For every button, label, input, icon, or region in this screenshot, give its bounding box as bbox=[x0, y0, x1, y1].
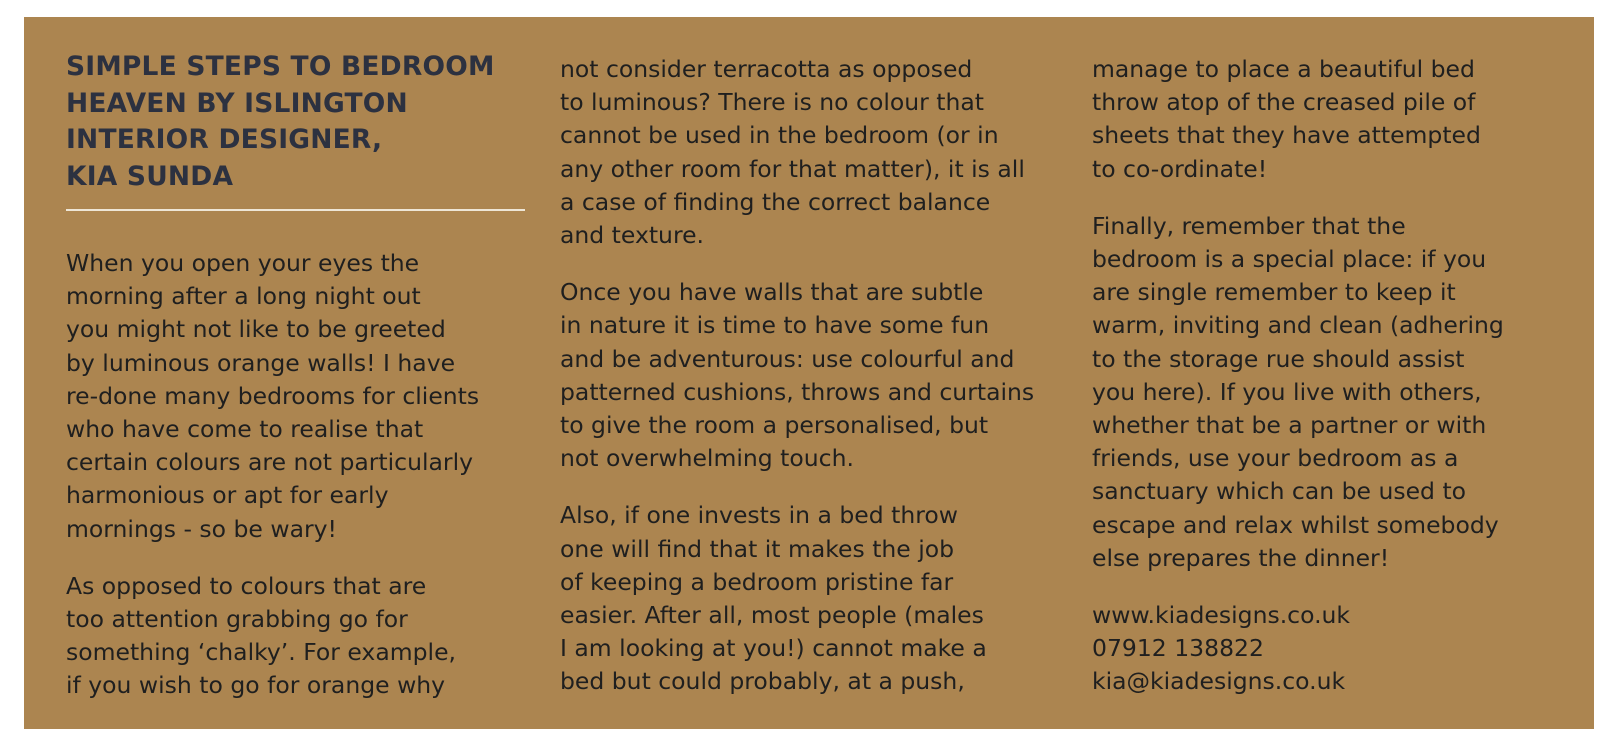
column-1 bbox=[66, 49, 546, 727]
paragraph-1: When you open your eyes the morning after a long night out you might not like to be greeted by luminous orange walls! I have re-done many bedrooms for clients who have come to realise that certain colours are not particularly harmonious or apt for early mornings - so be wary! bbox=[66, 249, 480, 543]
article-panel bbox=[24, 17, 1594, 729]
article-heading: SIMPLE STEPS TO BEDROOM HEAVEN BY ISLINGTON INTERIOR DESIGNER, KIA SUNDA bbox=[66, 51, 495, 192]
website-link[interactable]: www.kiadesigns.co.uk bbox=[1092, 601, 1351, 630]
paragraph-2: As opposed to colours that are too attention grabbing go for something ‘chalky’. For example, if you wish to go for orange why bbox=[66, 571, 456, 700]
email-link[interactable]: kia@kiadesigns.co.uk bbox=[1092, 667, 1346, 696]
paragraph-3: not consider terracotta as opposed to luminous? There is no colour that cannot be used in the bedroom (or in any other room for that matter), it is all a case of finding the correct balance and texture. bbox=[560, 55, 1025, 250]
paragraph-4: Once you have walls that are subtle in nature it is time to have some fun and be adventurous: use colourful and patterned cushions, throws and curtains to give the room a personalised, but not overwhelming touch. bbox=[560, 278, 1035, 473]
phone-number: 07912 138822 bbox=[1092, 634, 1264, 663]
paragraph-6: manage to place a beautiful bed throw atop of the creased pile of sheets that they have attempted to co-ordinate! bbox=[1092, 55, 1481, 183]
column-2 bbox=[560, 53, 1070, 723]
heading-divider bbox=[66, 209, 525, 211]
paragraph-7: Finally, remember that the bedroom is a special place: if you are single remember to keep it warm, inviting and clean (adhering to the storage rue should assist you here). If you live with others, whether that be a partner or with friends, use your bedroom as a sanctuary which can be used to escape and relax whilst somebody else prepares the dinner! bbox=[1092, 211, 1504, 572]
paragraph-5: Also, if one invests in a bed throw one will find that it makes the job of keeping a bedroom pristine far easier. After all, most people (males I am looking at you!) cannot make a bed but could probably, at a push, bbox=[560, 501, 987, 696]
column-3 bbox=[1092, 53, 1572, 699]
contact-block bbox=[1092, 599, 1572, 699]
